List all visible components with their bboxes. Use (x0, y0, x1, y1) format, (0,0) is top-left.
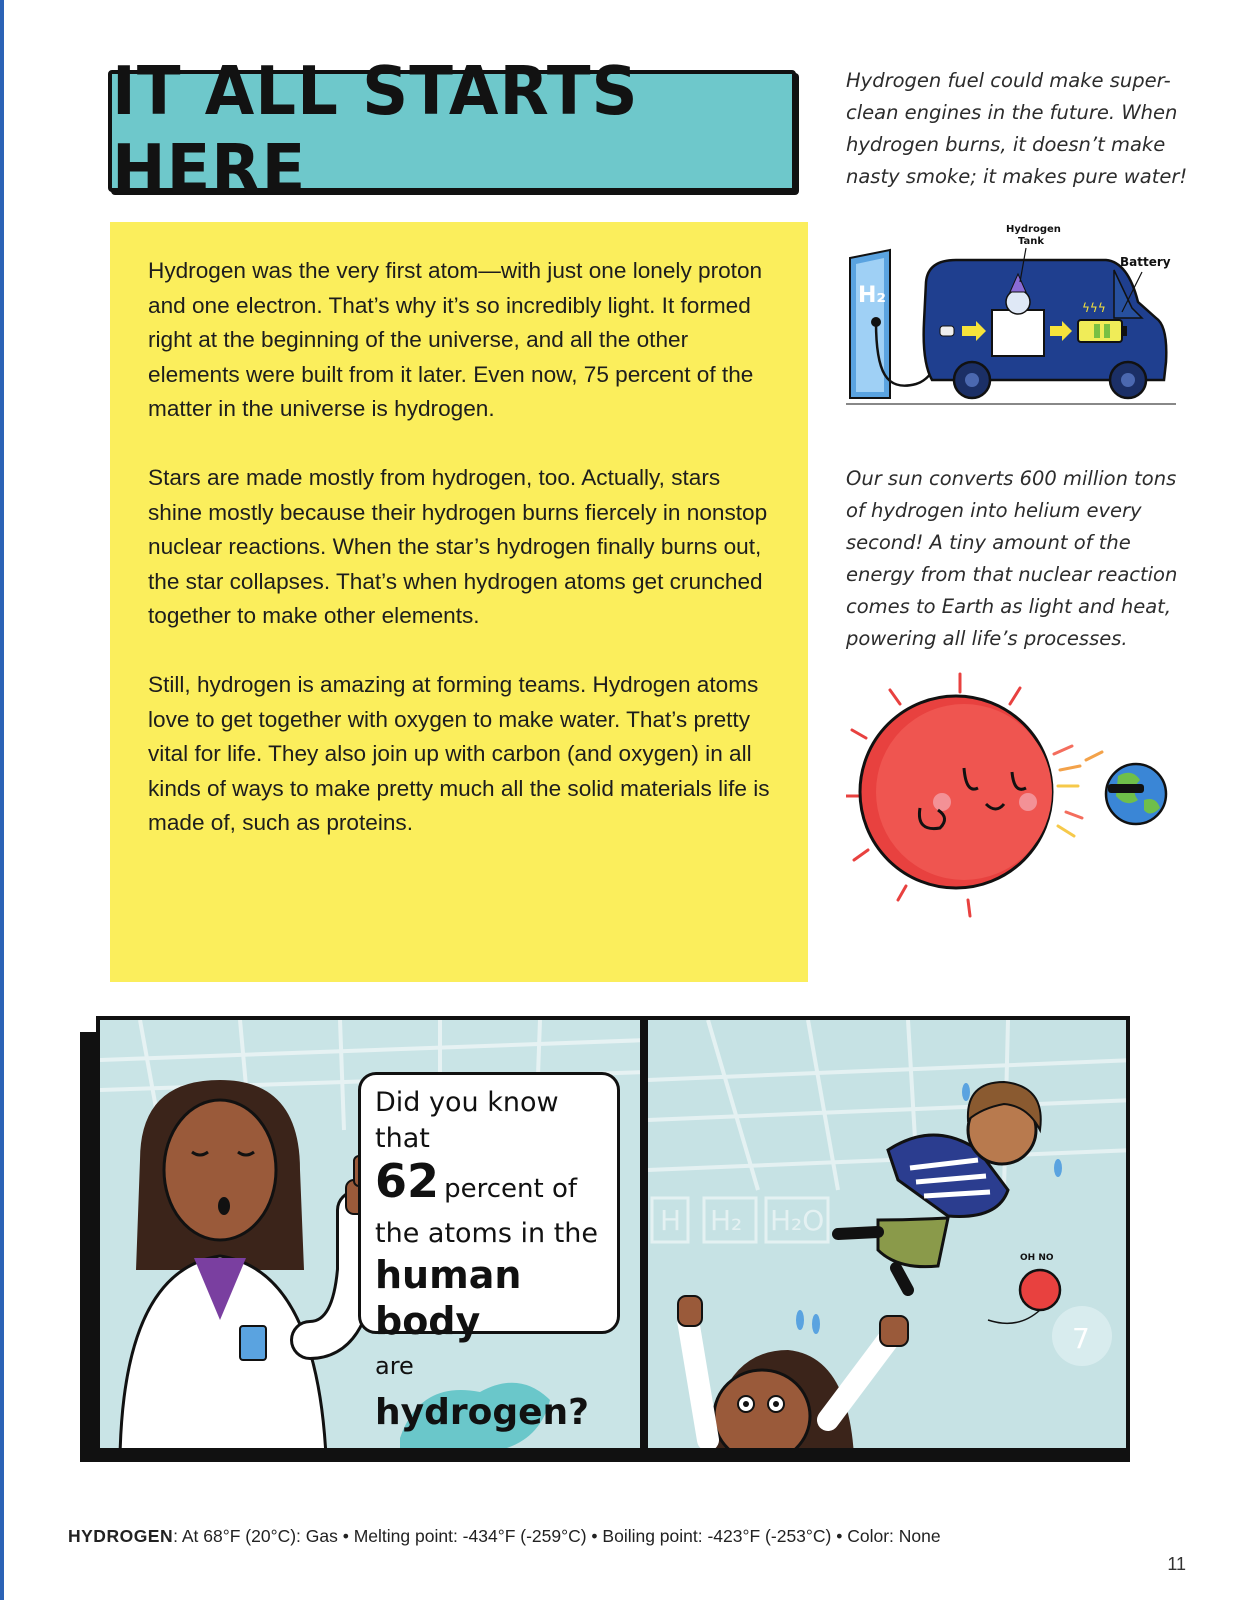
element-facts (68, 1526, 1168, 1547)
speech-number: 62 (375, 1154, 440, 1208)
title-banner (108, 53, 796, 209)
speech-line-5b: hydrogen? (375, 1392, 590, 1433)
clock-label: 7 (1072, 1322, 1090, 1355)
floating-kids-illustration (648, 1020, 1130, 1452)
element-name: HYDROGEN (68, 1526, 174, 1546)
svg-text:ϟϟϟ: ϟϟϟ (1082, 301, 1106, 315)
speech-line-1: Did you know that (375, 1087, 559, 1154)
speech-line-4: human body (375, 1253, 522, 1343)
hydrogen-van-illustration (846, 222, 1186, 418)
wall-label-h2: H₂ (710, 1204, 743, 1237)
main-text-box (110, 222, 808, 982)
comic-strip (80, 1016, 1134, 1468)
wall-label-h2o: H₂O (770, 1204, 825, 1237)
sun-earth-illustration (846, 668, 1186, 924)
paragraph-3: Still, hydrogen is amazing at forming teams. Hydrogen atoms love to get together with oxygen to make water. That’s pretty vital for life. They also join up with carbon (and oxygen) in all kinds of ways to make pretty much all the solid materials life is made of, such as proteins. (148, 671, 770, 836)
speech-line-3: the atoms in the (375, 1218, 599, 1249)
comic-panel-1 (96, 1016, 644, 1452)
element-details: : At 68°F (20°C): Gas • Melting point: -434°F (-259°C) • Boiling point: -423°F (-253°C) • Color: None (173, 1526, 941, 1546)
sidebar-note-sun: Our sun converts 600 million tons of hydrogen into helium every second! A tiny amount of the energy from that nuclear reaction comes to Earth as light and heat, powering all life’s processes. (846, 467, 1178, 650)
page-number: 11 (1167, 1554, 1186, 1574)
speech-bubble (358, 1072, 620, 1433)
paragraph-1: Hydrogen was the very first atom—with just one lonely proton and one electron. That’s why it’s so incredibly light. It formed right at the beginning of the universe, and all the other elements were built from it later. Even now, 75 percent of the matter in the universe is hydrogen. (148, 258, 763, 422)
left-edge-rule (0, 0, 4, 1600)
paragraph-2: Stars are made mostly from hydrogen, too. Actually, stars shine mostly because their hydrogen burns fiercely in nonstop nuclear reactions. When the star’s hydrogen finally burns out, the star collapses. That’s when hydrogen atoms get crunched together to make other elements. (148, 464, 768, 629)
svg-text:Tank: Tank (1018, 236, 1045, 247)
wall-label-h: H (660, 1204, 682, 1237)
balloon-text: OH NO (1020, 1253, 1054, 1263)
speech-line-5a: are (375, 1352, 414, 1380)
pump-label: H₂ (858, 283, 887, 308)
battery-label: Battery (1120, 255, 1171, 269)
sidebar-note-fuel: Hydrogen fuel could make super-clean engines in the future. When hydrogen burns, it doesn’t make nasty smoke; it makes pure water! (846, 69, 1188, 188)
comic-panel-2 (644, 1016, 1130, 1452)
page-title: IT ALL STARTS HERE (112, 53, 639, 209)
speech-line-2: percent of (444, 1174, 578, 1204)
tank-label: Hydrogen (1006, 224, 1061, 235)
